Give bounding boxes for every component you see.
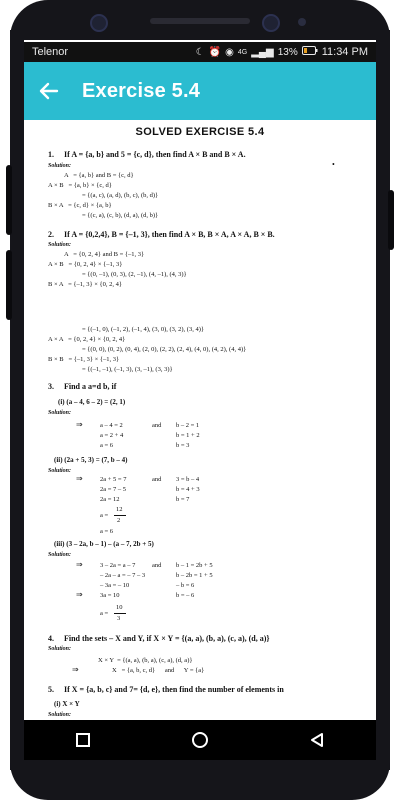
equation-line: 3 – 2a = a – 7 [100, 562, 136, 569]
solution-label: Solution: [48, 410, 72, 416]
page-title: Exercise 5.4 [82, 79, 201, 102]
solution-line: B × B = {–1, 3} × {–1, 3} [48, 356, 120, 363]
fraction-denominator: 2 [117, 517, 121, 524]
moon-icon: ☾ [195, 46, 205, 58]
fraction-bar [114, 613, 126, 614]
subquestion-i: (i) (a – 4, 6 – 2) = (2, 1) [58, 398, 126, 406]
and-word: and [152, 476, 162, 483]
back-arrow-icon[interactable] [38, 80, 60, 102]
and-word: and [152, 562, 162, 569]
question-number: 3. [48, 382, 54, 391]
equation-line: 3 = b – 4 [176, 476, 200, 483]
solution-line: A = {0, 2, 4} and B = {–1, 3} [64, 251, 145, 258]
question-5 [48, 685, 284, 694]
clock-time: 11:34 PM [321, 46, 368, 58]
equation-line: a = 6 [100, 528, 114, 535]
front-camera [90, 14, 108, 32]
solution-label: Solution: [48, 552, 72, 558]
question-3 [48, 382, 116, 391]
solution-line: = {(0, 0), (0, 2), (0, 4), (2, 0), (2, 2), (2, 4), (4, 0), (4, 2), (4, 4)} [82, 346, 247, 353]
solution-label: Solution: [48, 646, 72, 652]
question-number: 1. [48, 150, 54, 159]
stray-mark: • [332, 160, 335, 169]
question-4 [48, 634, 270, 643]
equation-line: b – 2b = 1 + 5 [176, 572, 213, 579]
implies-arrow: ⇒ [76, 590, 83, 599]
solution-label: Solution: [48, 712, 72, 718]
solution-line: A × B = {0, 2, 4} × {–1, 3} [48, 261, 123, 268]
equation-line: b = 3 [176, 442, 190, 449]
implies-arrow: ⇒ [76, 420, 83, 429]
network-type-icon: 4G [237, 48, 248, 56]
fraction-numerator: 10 [116, 604, 123, 611]
equation-line: – b = 6 [176, 582, 195, 589]
fraction-numerator: 12 [116, 506, 123, 513]
question-number: 5. [48, 685, 54, 694]
phone-bezel-right [376, 30, 390, 770]
solution-line: = {(a, c), (a, d), (b, c), (b, d)} [82, 192, 159, 199]
solution-line: = {(c, a), (c, b), (d, a), (d, b)} [82, 212, 159, 219]
back-triangle-icon [309, 732, 325, 748]
implies-arrow: ⇒ [76, 560, 83, 569]
solution-label: Solution: [48, 163, 72, 169]
question-text: If X = {a, b, c} and 7= {d, e}, then find the number of elements in [64, 685, 284, 694]
equation-line: a = [100, 512, 109, 519]
earpiece-speaker [150, 18, 250, 24]
system-navigation-bar [24, 720, 376, 760]
solution-label: Solution: [48, 468, 72, 474]
subquestion-iii: (iii) (3 – 2a, b – 1) – (a – 7, 2b + 5) [54, 540, 154, 548]
solution-label: Solution: [48, 242, 72, 248]
alarm-icon: ⏰ [208, 46, 222, 58]
equation-line: b – 1 = 2b + 5 [176, 562, 213, 569]
solution-line: = {(0, –1), (0, 3), (2, –1), (4, –1), (4, 3)} [82, 271, 187, 278]
back-button[interactable] [297, 724, 337, 756]
battery-icon [302, 46, 318, 58]
question-number: 2. [48, 230, 54, 239]
home-button[interactable] [180, 724, 220, 756]
fraction-bar [114, 515, 126, 516]
power-button [388, 190, 394, 250]
equation-line: – 3a = – 10 [100, 582, 130, 589]
equation-line: b = 1 + 2 [176, 432, 200, 439]
recent-apps-button[interactable] [63, 724, 103, 756]
question-text: If A = {0,2,4}, B = {–1, 3}, then find A × B, B × A, A × A, B × B. [64, 230, 275, 239]
solution-line: = {(–1, 0), (–1, 2), (–1, 4), (3, 0), (3, 2), (3, 4)} [82, 326, 205, 333]
volume-button [6, 165, 12, 235]
equation-line: b = 7 [176, 496, 190, 503]
question-number: 4. [48, 634, 54, 643]
equation-line: b = 4 + 3 [176, 486, 200, 493]
solution-line: B × A = {–1, 3} × {0, 2, 4} [48, 281, 123, 288]
equation-line: 3a = 10 [100, 592, 120, 599]
question-text: Find a a=d b, if [64, 382, 117, 391]
document-heading: SOLVED EXERCISE 5.4 [135, 126, 265, 138]
bixby-button [6, 250, 12, 320]
equation-line: 2a = 12 [100, 496, 120, 503]
exercise-document[interactable] [24, 120, 376, 720]
subquestion-i: (i) X × Y [54, 700, 80, 708]
recent-apps-icon [75, 732, 91, 748]
solution-line: A × B = {a, b} × {c, d} [48, 182, 112, 189]
question-text: If A = {a, b} and 5 = {c, d}, then find A × B and B × A. [64, 150, 246, 159]
equation-line: – 2a – a = – 7 – 3 [100, 572, 146, 579]
equation-line: 2a + 5 = 7 [100, 476, 127, 483]
question-text: Find the sets – X and Y, if X × Y = {(a, a), (b, a), (c, a), (d, a)} [64, 634, 270, 643]
home-icon [191, 731, 209, 749]
equation-line: a = 2 + 4 [100, 432, 124, 439]
solution-line: A × A = {0, 2, 4} × {0, 2, 4} [48, 336, 126, 343]
eye-icon: ◉ [225, 46, 234, 58]
implies-arrow: ⇒ [72, 665, 79, 674]
equation-line: X = {a, b, c, d} and Y = {a} [112, 667, 205, 674]
status-icons [196, 46, 368, 58]
phone-bezel-bottom [10, 760, 390, 800]
equation-line: a – 4 = 2 [100, 422, 123, 429]
solution-line: B × A = {c, d} × {a, b} [48, 202, 112, 209]
question-1 [48, 150, 246, 159]
and-word: and [152, 422, 162, 429]
status-bar [24, 42, 376, 62]
signal-icon: ▂▄▆ [251, 46, 274, 58]
subquestion-ii: (ii) (2a + 5, 3) = (7, b – 4) [54, 456, 128, 464]
app-bar [24, 62, 376, 120]
solution-line: = {(–1, –1), (–1, 3), (3, –1), (3, 3)} [82, 366, 173, 373]
fraction-denominator: 3 [117, 615, 121, 622]
equation-line: X × Y = {(a, a), (b, a), (c, a), (d, a)} [98, 657, 193, 664]
equation-line: b – 2 = 1 [176, 422, 200, 429]
equation-line: a = [100, 610, 109, 617]
question-2 [48, 230, 275, 239]
carrier-name: Telenor [32, 46, 69, 58]
equation-line: b = – 6 [176, 592, 195, 599]
proximity-sensor [298, 18, 306, 26]
solution-line: A = {a, b} and B = {c, d} [64, 172, 134, 179]
battery-percentage: 13% [277, 46, 298, 58]
front-sensor [262, 14, 280, 32]
implies-arrow: ⇒ [76, 474, 83, 483]
equation-line: 2a = 7 – 5 [100, 486, 127, 493]
equation-line: a = 6 [100, 442, 114, 449]
phone-bezel-left [10, 30, 24, 770]
